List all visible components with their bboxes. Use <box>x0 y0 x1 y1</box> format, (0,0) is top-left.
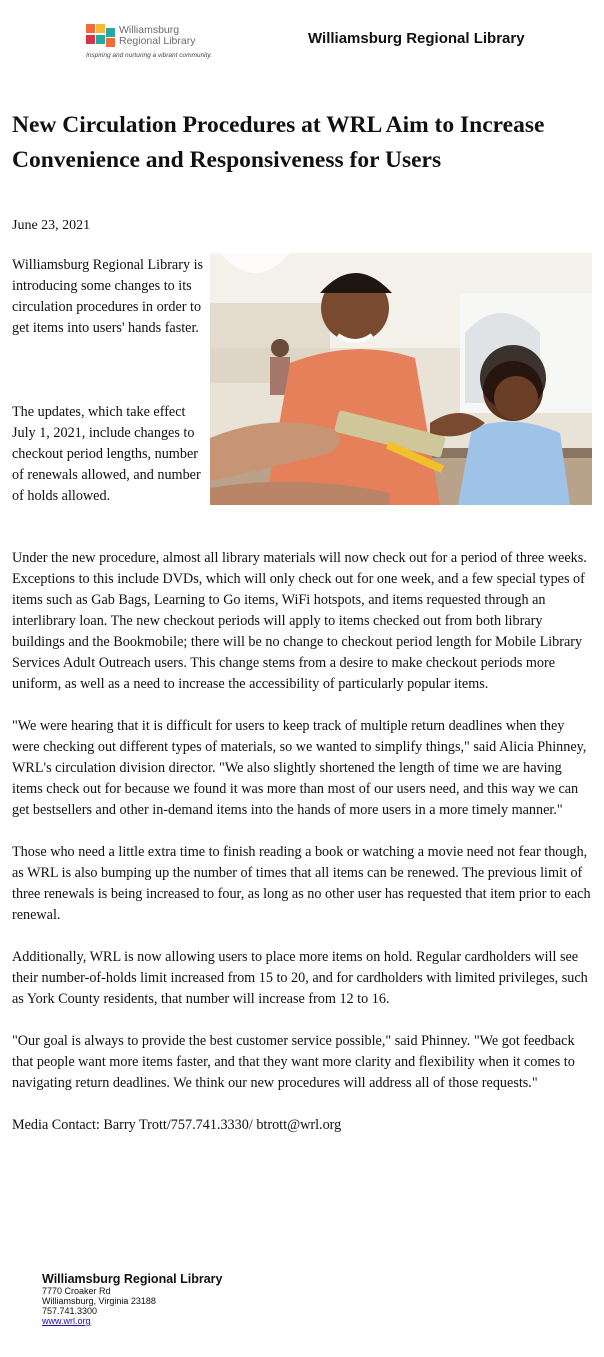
body-paragraph: Under the new procedure, almost all library materials will now check out for a period of three weeks. Exceptions to this include DVDs, which will only check out for one week, and a few special types of items such as Gab Bags, Learning to Go items, WiFi hotspots, and items requested through an interlibrary loan. The new checkout periods will apply to items checked out from both library buildings and the Bookmobile; there will be no change to checkout period length for Mobile Library Services Adult Outreach users. This change stems from a desire to make checkout periods more uniform, as well as a need to increase the accessibility of particularly popular items. <box>12 550 587 692</box>
library-logo[interactable] <box>86 22 236 62</box>
body-paragraph: "Our goal is always to provide the best customer service possible," said Phinney. "We got feedback that people want more items faster, and that they want more clarity and flexibility when it comes to navigating return deadlines. We think our new procedures will address all of those requests." <box>12 1033 575 1091</box>
intro-paragraph-2: The updates, which take effect July 1, 2021, include changes to checkout period lengths, number of renewals allowed, and number of holds allowed. <box>12 404 201 504</box>
body-paragraph: Additionally, WRL is now allowing users to place more items on hold. Regular cardholders will see their number-of-holds limit increased from 15 to 20, and for cardholders with limited privileges, such as York County residents, that number will increase from 12 to 16. <box>12 949 588 1007</box>
logo-mark-icon <box>86 24 116 48</box>
logo-line-2: Regional Library <box>119 35 196 47</box>
page-header <box>0 0 604 80</box>
footer-name: Williamsburg Regional Library <box>42 1272 223 1286</box>
footer-phone: 757.741.3300 <box>42 1306 98 1316</box>
body-paragraph: "We were hearing that it is difficult for users to keep track of multiple return deadlines when they were checking out different types of materials, so we wanted to simplify things," said Alicia Phinney, WRL's circulation division director. "We also slightly shortened the length of time we are having items check out for because we found it was more than most of our users need, and this way we can get bestsellers and other in-demand items into the hands of more users in a more timely manner." <box>12 718 587 818</box>
media-contact: Media Contact: Barry Trott/757.741.3330/ btrott@wrl.org <box>12 1117 342 1133</box>
body-paragraph: Those who need a little extra time to finish reading a book or watching a movie need not fear though, as WRL is also bumping up the number of times that all items can be renewed. The previous limit of three renewals is being increased to four, as long as no other user has requested that item prior to each renewal. <box>12 844 591 923</box>
footer-address: 7770 Croaker Rd <box>42 1286 111 1296</box>
article-body <box>12 548 594 1157</box>
header-title: Williamsburg Regional Library <box>308 30 525 47</box>
logo-line-1: Williamsburg <box>119 24 180 36</box>
footer-city: Williamsburg, Virginia 23188 <box>42 1296 156 1306</box>
page-footer <box>42 1272 222 1326</box>
logo-tagline: Inspiring and nurturing a vibrant community. <box>86 52 212 59</box>
library-photo-illustration <box>210 253 592 505</box>
intro-paragraph-1: Williamsburg Regional Library is introducing some changes to its circulation procedures in order to get items into users' hands faster. <box>12 257 204 336</box>
article-photo <box>210 253 592 505</box>
logo-wordmark <box>119 25 195 47</box>
footer-website-link[interactable]: www.wrl.org <box>42 1316 91 1326</box>
article-date: June 23, 2021 <box>12 218 91 233</box>
article-headline: New Circulation Procedures at WRL Aim to Increase Convenience and Responsiveness for Users <box>12 112 545 173</box>
